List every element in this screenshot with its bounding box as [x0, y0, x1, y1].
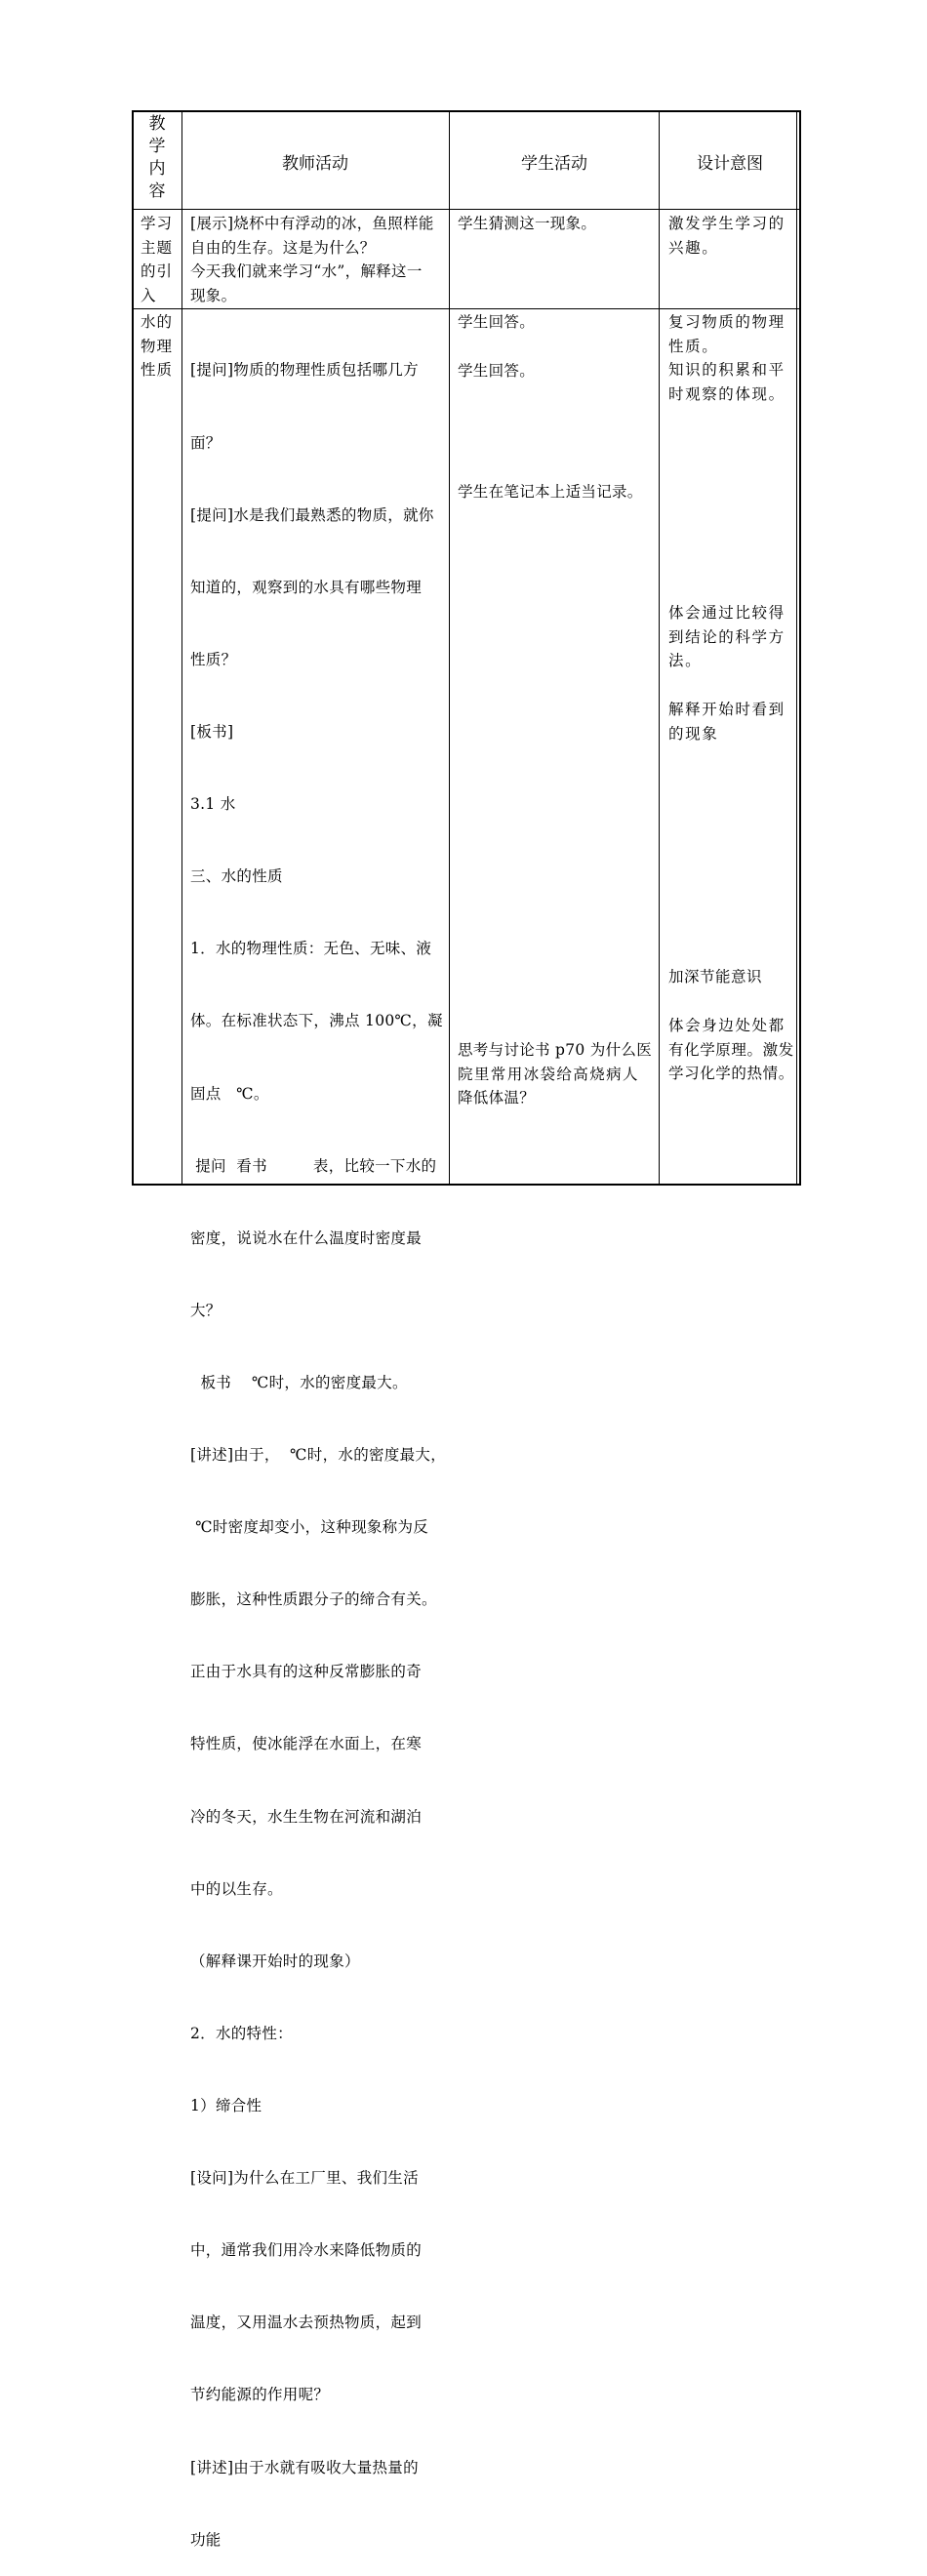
text-line: 温度，又用温水去预热物质，起到	[190, 2314, 423, 2332]
text-line: 三、水的性质	[190, 867, 283, 886]
text-line: 密度，说说水在什么温度时密度最	[190, 1228, 423, 1247]
text-line: 的现象	[668, 724, 719, 743]
text-line: 正由于水具有的这种反常膨胀的奇	[190, 1663, 423, 1681]
text-line: 体会身边处处都	[668, 1017, 786, 1034]
text-line: 1．水的物理性质：无色、无味、液	[190, 940, 432, 958]
text-line: 性质？	[190, 650, 237, 668]
text-line: 院里常用冰袋给高烧病人	[458, 1065, 639, 1083]
text-line: 中的以生存。	[190, 1879, 283, 1898]
text-line: 时观察的体现。	[668, 385, 786, 404]
header-content-column	[137, 113, 178, 203]
text-line: [讲述]由于， ℃时，水的密度最大，	[190, 1446, 446, 1465]
text-line: 法。	[668, 652, 703, 670]
text-line: [讲述]由于水就有吸收大量热量的	[190, 2458, 419, 2476]
row2-student-c: 学生在笔记本上适当记录。	[458, 483, 643, 501]
row2-student-d	[458, 1038, 653, 1110]
text-line: 到结论的科学方	[668, 627, 786, 646]
text-line: 提问 看书 表，比较一下水的	[190, 1156, 437, 1175]
text-line: 激发学生学习的	[668, 215, 786, 232]
text-line: 中，通常我们用冷水来降低物质的	[190, 2241, 423, 2260]
row1-student: 学生猜测这一现象。	[458, 215, 597, 232]
text-line: 冷的冬天，水生生物在河流和湖泊	[190, 1807, 423, 1826]
header-student-activity: 学生活动	[521, 154, 587, 174]
text-line: 有化学原理。激发	[668, 1040, 794, 1059]
text-line: （解释课开始时的现象）	[190, 1952, 360, 1970]
text-line: [板书]	[190, 722, 234, 741]
text-line: [提问]水是我们最熟悉的物质，就你	[190, 505, 434, 524]
text-line: 学习化学的热情。	[668, 1065, 794, 1083]
row2-intent-e	[668, 1014, 795, 1086]
text-line: 知识的积累和平	[668, 361, 786, 380]
header-char: 内	[148, 159, 166, 179]
text-line: 2．水的特性：	[190, 2024, 293, 2042]
header-char: 教	[148, 114, 166, 134]
col-divider-2	[449, 112, 450, 1184]
row-divider-2	[134, 308, 799, 309]
text-line: 思考与讨论书 p70 为什么医	[458, 1041, 652, 1059]
row2-intent-b	[668, 601, 795, 673]
text-line: 自由的生存。这是为什么？	[190, 238, 376, 257]
row1-teacher	[190, 212, 442, 308]
row1-content: 学习主题的引入	[141, 215, 174, 305]
text-line: 复习物质的物理	[668, 313, 786, 331]
text-line: 节约能源的作用呢？	[190, 2386, 330, 2404]
text-line: 膨胀，这种性质跟分子的缔合有关。	[190, 1590, 437, 1609]
row2-student-b: 学生回答。	[458, 362, 536, 380]
row2-intent-d: 加深节能意识	[668, 968, 763, 986]
row2-intent-a	[668, 310, 795, 407]
header-teacher-activity: 教师活动	[282, 154, 348, 174]
row-divider-1	[134, 209, 799, 210]
text-line: 现象。	[190, 287, 237, 305]
row2-teacher	[190, 310, 446, 2576]
text-line: 特性质，使冰能浮在水面上，在寒	[190, 1735, 423, 1753]
text-line: 3.1 水	[190, 795, 236, 814]
row2-content: 水的物理性质	[141, 313, 174, 380]
text-line: [设问]为什么在工厂里、我们生活	[190, 2169, 419, 2188]
text-line: [提问]物质的物理性质包括哪几方	[190, 361, 419, 380]
text-line: 板书 ℃时，水的密度最大。	[190, 1373, 408, 1391]
text-line: 功能	[190, 2530, 222, 2549]
col-divider-1	[181, 112, 182, 1184]
row1-intent	[668, 212, 795, 260]
text-line: 知道的，观察到的水具有哪些物理	[190, 578, 423, 596]
text-line: 大？	[190, 1301, 222, 1319]
header-char: 容	[148, 181, 166, 201]
text-line: 1）缔合性	[190, 2097, 262, 2115]
row2-intent-c	[668, 698, 795, 745]
row2-student-a: 学生回答。	[458, 313, 536, 331]
text-line: 体。在标准状态下，沸点 100℃，凝	[190, 1012, 443, 1030]
col-divider-3	[659, 112, 660, 1184]
header-char: 学	[148, 137, 166, 156]
text-line: 面？	[190, 433, 222, 452]
text-line: 降低体温？	[458, 1089, 536, 1107]
text-line: ℃时密度却变小，这种现象称为反	[190, 1518, 429, 1537]
header-design-intent: 设计意图	[697, 154, 763, 174]
text-line: 体会通过比较得	[668, 604, 786, 622]
text-line: 今天我们就来学习“水”，解释这一	[190, 262, 423, 281]
text-line: [展示]烧杯中有浮动的冰，鱼照样能	[190, 215, 434, 232]
text-line: 性质。	[668, 337, 719, 355]
text-line: 兴趣。	[668, 238, 719, 257]
text-line: 解释开始时看到	[668, 701, 786, 718]
text-line: 固点 ℃。	[190, 1084, 269, 1103]
